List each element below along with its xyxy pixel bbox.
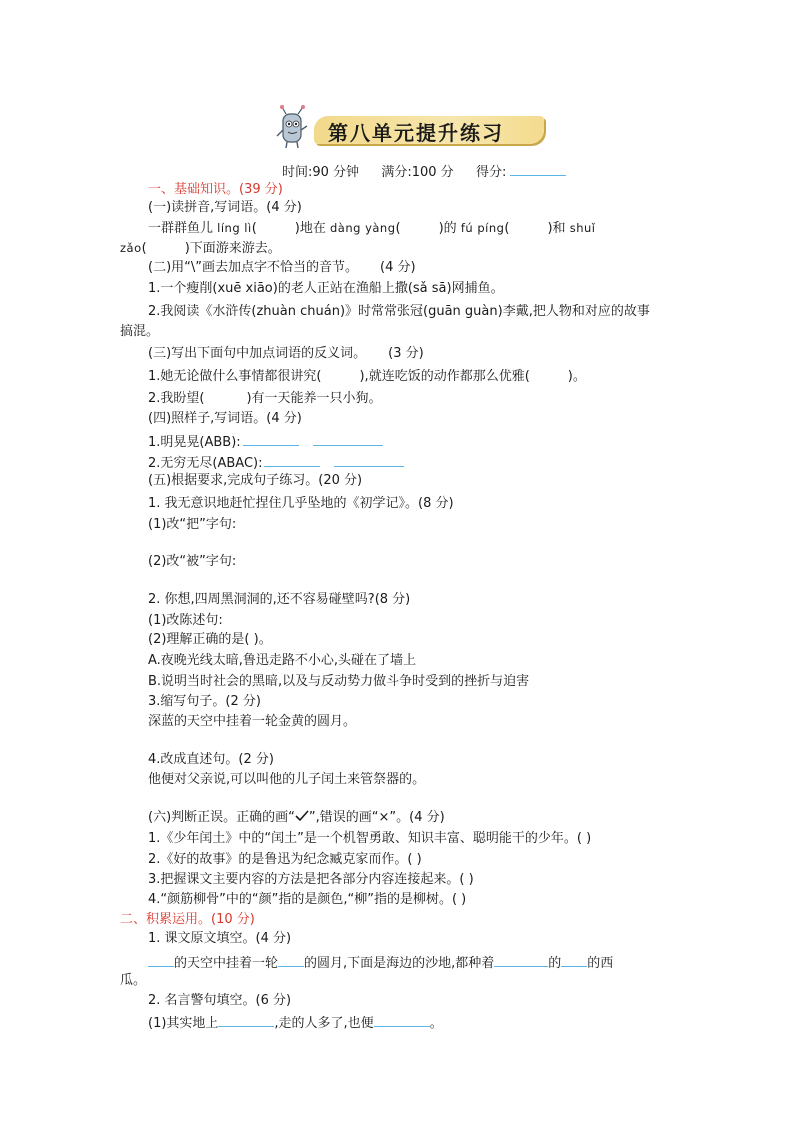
part-2-heading: (二)用“\”画去加点字不恰当的音节。 (4 分) (148, 260, 416, 275)
title-block (272, 104, 562, 150)
checkmark-icon (295, 810, 309, 822)
part-3-heading: (三)写出下面句中加点词语的反义词。 (3 分) (148, 346, 424, 361)
s2-q1-line: 的天空中挂着一轮 的圆月,下面是海边的沙地,都种着 的 的西 (148, 952, 613, 973)
part-4-q2: 2.无穷无尽(ABAC): (148, 452, 404, 473)
s2-q2-line: (1)其实地上 ,走的人多了,也便 。 (148, 1012, 443, 1033)
part-4-heading: (四)照样子,写词语。(4 分) (148, 411, 302, 426)
fill-blank-2[interactable] (278, 952, 304, 967)
part-3-q1: 1.她无论做什么事情都很讲究( ),就连吃饭的动作都那么优雅( )。 (148, 369, 586, 384)
fill-blank-3[interactable] (494, 952, 548, 967)
part-6-heading: (六)判断正误。正确的画“ ”,错误的画“×”。(4 分) (148, 810, 445, 825)
full-score-label: 满分:100 分 (381, 165, 454, 180)
answer-blank-9[interactable] (313, 431, 383, 446)
part-5-q3: 3.缩写句子。(2 分) (148, 694, 261, 709)
page-title: 第八单元提升练习 (328, 121, 504, 145)
part-5-q4-sentence: 他便对父亲说,可以叫他的儿子闰土来管祭器的。 (148, 772, 426, 787)
part-5-q1: 1. 我无意识地赶忙捏住几乎坠地的《初学记》。(8 分) (148, 496, 454, 511)
score-label: 得分: (475, 165, 507, 180)
part-5-q2a: (1)改陈述句: (148, 613, 223, 628)
part-1-heading: (一)读拼音,写词语。(4 分) (148, 200, 302, 215)
part-6-q1: 1.《少年闰土》中的“闰土”是一个机智勇敢、知识丰富、聪明能干的少年。( ) (148, 831, 592, 846)
meta-line (282, 161, 566, 182)
time-label: 时间:90 分钟 (282, 165, 360, 180)
s2-q2: 2. 名言警句填空。(6 分) (148, 993, 292, 1008)
part-6-q2: 2.《好的故事》的是鲁迅为纪念臧克家而作。( ) (148, 852, 422, 867)
fill-blank-4[interactable] (561, 952, 587, 967)
score-blank[interactable] (510, 161, 566, 176)
part-5-q2: 2. 你想,四周黑洞洞的,还不容易碰壁吗?(8 分) (148, 592, 411, 607)
section-2-heading: 二、积累运用。(10 分) (120, 912, 255, 927)
part-4-q1: 1.明晃晃(ABB): (148, 431, 383, 452)
part-5-q4: 4.改成直述句。(2 分) (148, 752, 274, 767)
pinyin-dangyang: dàng yàng (329, 221, 396, 235)
part-6-q4: 4.“颜筋柳骨”中的“颜”指的是颜色,“柳”指的是柳树。( ) (148, 892, 467, 907)
part-2-q2-cont: 搞混。 (120, 324, 160, 339)
part-6-q3: 3.把握课文主要内容的方法是把各部分内容连接起来。( ) (148, 872, 474, 887)
part-5-q1b: (2)改“被”字句: (148, 554, 237, 569)
part-5-heading: (五)根据要求,完成句子练习。(20 分) (148, 473, 363, 488)
fill-blank-5[interactable] (218, 1012, 274, 1027)
fill-blank-6[interactable] (374, 1012, 430, 1027)
pinyin-lingli: líng lì (217, 221, 252, 235)
section-1-heading: 一、基础知识。(39 分) (148, 182, 283, 197)
option-b: B.说明当时社会的黑暗,以及与反动势力做斗争时受到的挫折与迫害 (148, 674, 530, 689)
part-5-q2b: (2)理解正确的是( )。 (148, 632, 272, 647)
answer-blank-10[interactable] (264, 452, 320, 467)
answer-blank-8[interactable] (243, 431, 299, 446)
part-2-q2: 2.我阅读《水浒传(zhuàn chuán)》时常常张冠(guān guàn)李戴,把人物和对应的故事 (148, 304, 650, 319)
part-5-q3-sentence: 深蓝的天空中挂着一轮金黄的圆月。 (148, 714, 357, 729)
part-1-line-1: 一群群鱼儿 líng lì( )地在 dàng yàng( )的 fú píng( )和 shuǐ (148, 221, 596, 236)
s2-q1: 1. 课文原文填空。(4 分) (148, 931, 292, 946)
pinyin-fuping: fú píng (460, 221, 505, 235)
mascot-icon (272, 104, 312, 150)
fill-blank-1[interactable] (148, 952, 174, 967)
part-2-q1: 1.一个瘦削(xuē xiāo)的老人正站在渔船上撒(sǎ sā)网捕鱼。 (148, 281, 504, 296)
pinyin-zao: zǎo (120, 241, 142, 255)
option-a: A.夜晚光线太暗,鲁迅走路不小心,头碰在了墙上 (148, 653, 417, 668)
part-5-q1a: (1)改“把”字句: (148, 517, 237, 532)
part-1-line-2: zǎo( )下面游来游去。 (120, 241, 281, 256)
s2-q1-cont: 瓜。 (120, 973, 147, 988)
pinyin-shui: shuǐ (569, 221, 596, 235)
answer-blank-11[interactable] (334, 452, 404, 467)
part-3-q2: 2.我盼望( )有一天能养一只小狗。 (148, 391, 382, 406)
